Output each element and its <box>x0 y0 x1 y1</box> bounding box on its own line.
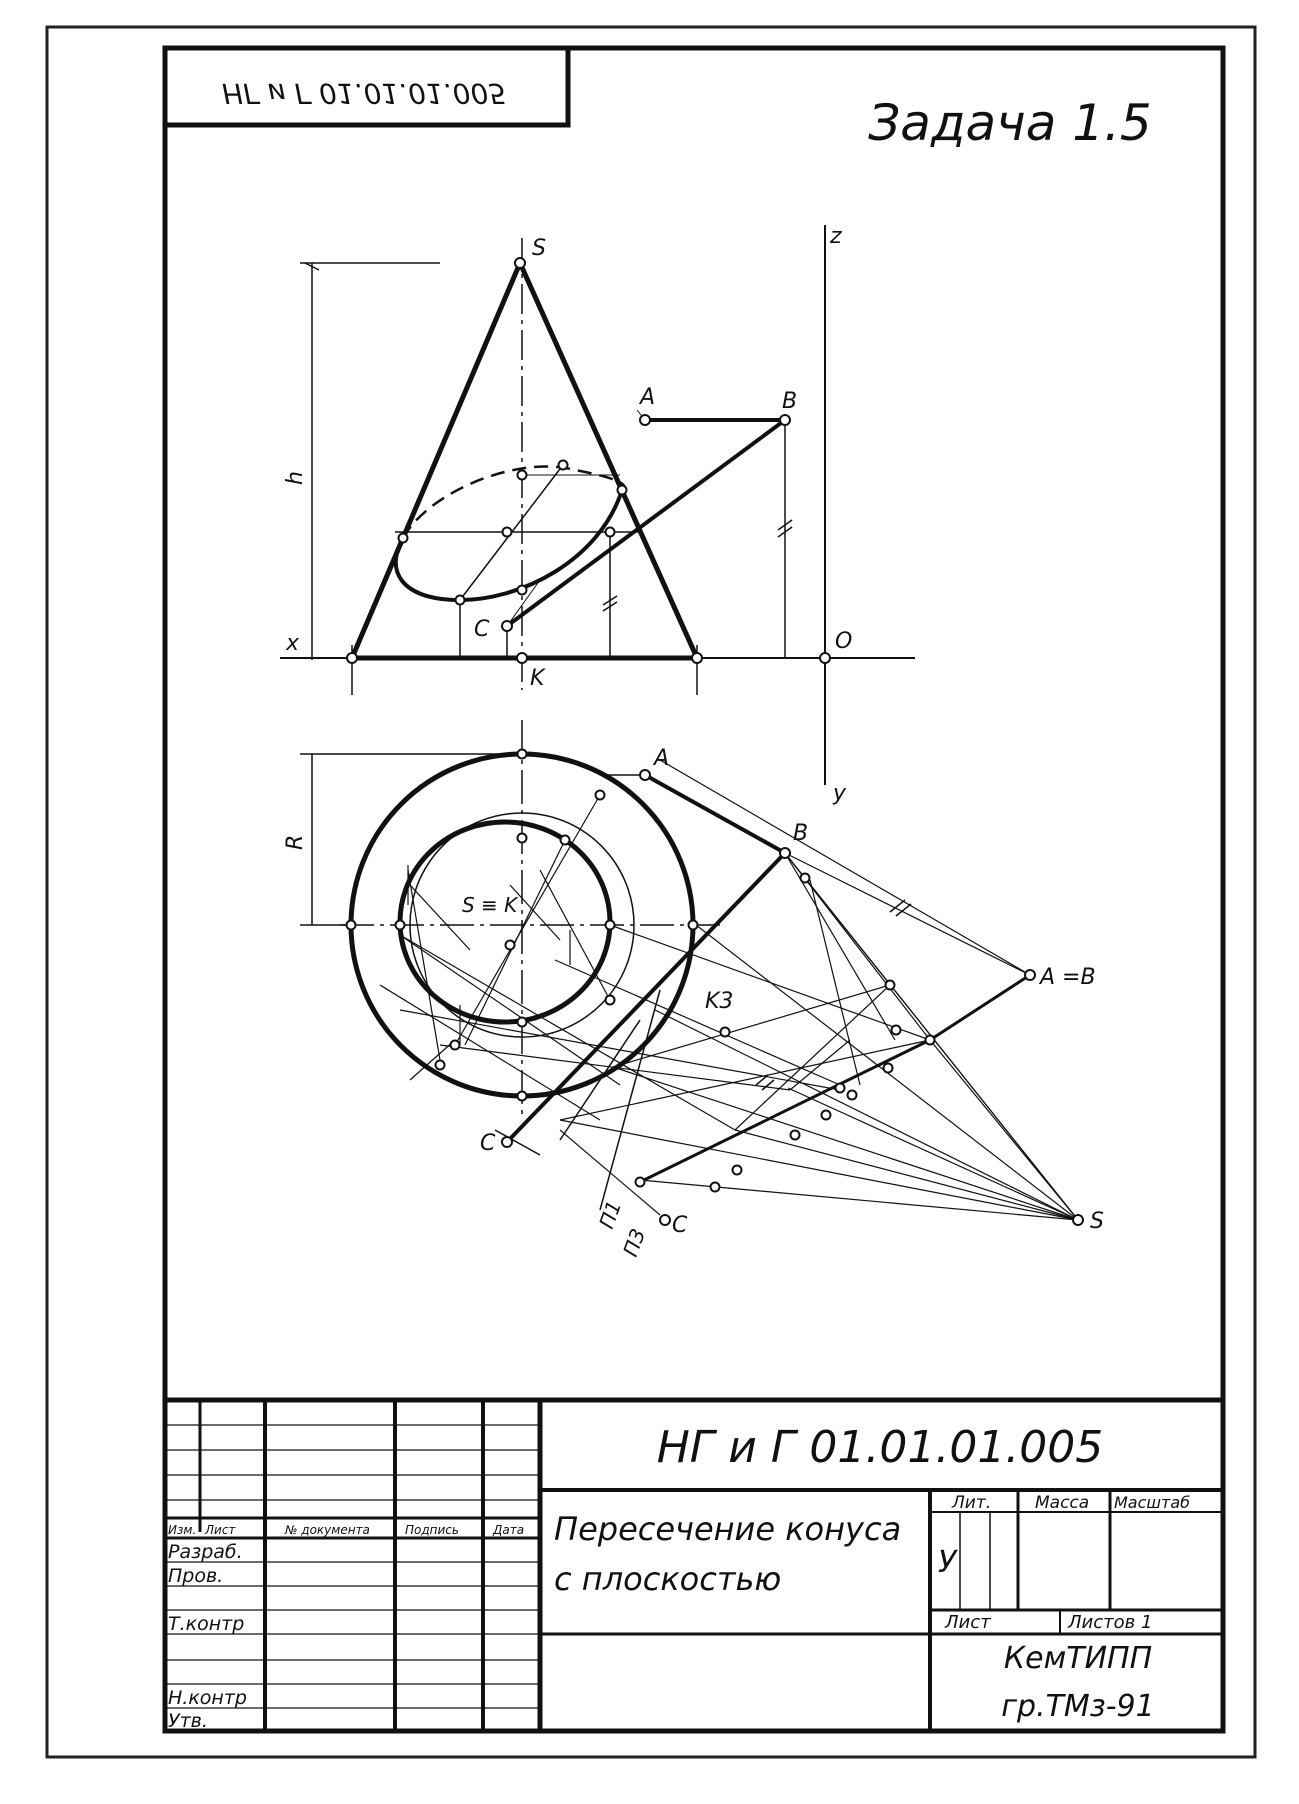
label-p1: П1 <box>594 1197 627 1232</box>
label-a-equals-b: A =B <box>1040 965 1096 990</box>
label-s-equiv-k: S ≡ K <box>462 893 518 917</box>
front-view <box>280 225 915 785</box>
label-c-top: C <box>480 1131 496 1156</box>
label-a: A <box>640 385 656 410</box>
header-doc-no: № документа <box>285 1523 370 1537</box>
inner-frame <box>165 48 1223 1731</box>
role-approved: Утв. <box>168 1710 208 1732</box>
doc-code: НГ и Г 01.01.01.005 <box>656 1422 1104 1473</box>
label-x: x <box>286 631 300 656</box>
lit-value: У <box>938 1545 957 1580</box>
role-norm-control: Н.контр <box>168 1687 247 1709</box>
label-b-top: B <box>793 821 809 846</box>
label-h: h <box>283 471 308 485</box>
label-s: S <box>532 236 546 261</box>
drawing-name-line1: Пересечение конуса <box>554 1510 902 1548</box>
mirrored-stamp <box>165 48 568 125</box>
segment-ab-top <box>645 775 785 853</box>
label-c: C <box>474 617 490 642</box>
header-izm: Изм. <box>168 1523 197 1537</box>
header-mass: Масса <box>1035 1493 1090 1513</box>
group: гр.ТМз-91 <box>1001 1689 1155 1724</box>
header-sheet: Лист <box>945 1612 991 1633</box>
role-checker: Пров. <box>168 1565 224 1587</box>
label-k: K <box>530 666 545 691</box>
label-a-top: A <box>654 746 670 771</box>
organization: КемТИПП <box>1003 1641 1153 1676</box>
header-list: Лист <box>205 1523 236 1537</box>
role-developer: Разраб. <box>168 1541 243 1563</box>
segment-bc-top <box>507 853 785 1142</box>
label-z: z <box>830 224 842 249</box>
label-c3: C <box>672 1213 688 1238</box>
label-o: O <box>835 629 853 654</box>
header-sheets: Листов 1 <box>1068 1612 1153 1633</box>
header-scale: Масштаб <box>1114 1493 1191 1512</box>
segment-bc-front <box>507 420 785 626</box>
header-date: Дата <box>493 1523 525 1537</box>
mirrored-stamp-text: НГ и Г 01.01.01.005 <box>221 77 507 110</box>
role-tech-control: Т.контр <box>168 1613 245 1635</box>
top-view-labels <box>283 746 1104 1260</box>
label-b: B <box>782 389 798 414</box>
label-r: R <box>283 834 308 850</box>
header-signature: Подпись <box>405 1523 459 1537</box>
section-curve-top <box>400 822 610 1022</box>
label-p3: П3 <box>618 1225 651 1260</box>
label-s3: S <box>1090 1209 1104 1234</box>
section-ellipse-visible <box>396 490 622 600</box>
label-k3: K3 <box>705 989 734 1014</box>
title-block-text <box>168 1422 1190 1732</box>
task-title: Задача 1.5 <box>868 94 1152 152</box>
header-lit: Лит. <box>952 1493 992 1513</box>
top-view <box>300 720 1083 1225</box>
drawing-name-line2: с плоскостью <box>554 1560 782 1598</box>
label-y: y <box>833 781 847 806</box>
section-ellipse-hidden <box>403 466 624 538</box>
